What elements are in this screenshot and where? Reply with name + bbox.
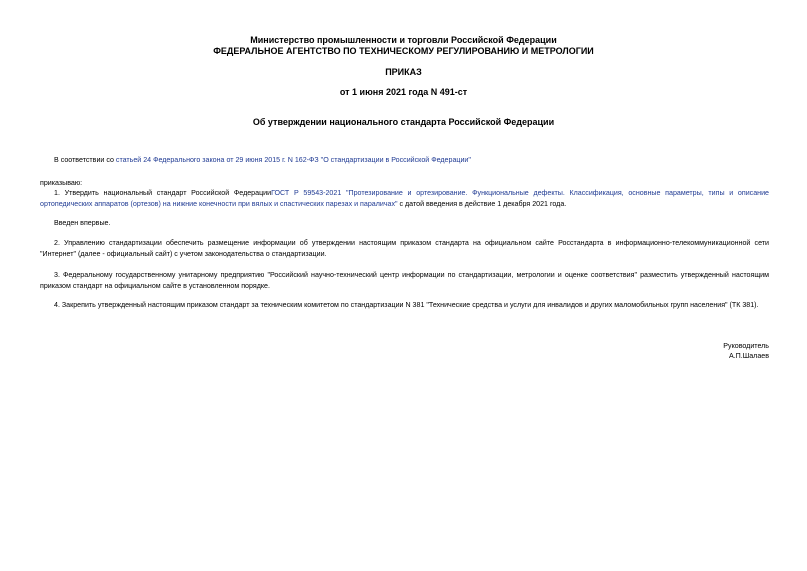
introduced-note: Введен впервые.	[54, 219, 111, 227]
item-1-paragraph	[40, 188, 769, 209]
doc-type-heading: ПРИКАЗ	[385, 67, 422, 77]
order-word: приказываю:	[40, 179, 83, 187]
item-3-paragraph: 3. Федеральному государственному унитарному предприятию "Российский научно-технический центр информации по стандартизации, метрологии и оценке соответствия" разместить утвержденный настоящим приказом стандарт на официальном сайте в установленном порядке.	[40, 271, 769, 290]
gost-standard-link[interactable]: ГОСТ Р 59543-2021 "Протезирование и ортезирование. Функциональные дефекты. Классификация, основные параметры, типы и описание ортопедических аппаратов (ортезов) на нижние конечности при вялых и спастических парезах и параличах"	[40, 189, 769, 208]
item-1-prefix: 1. Утвердить национальный стандарт Российской Федерации	[54, 189, 272, 197]
agency-heading: ФЕДЕРАЛЬНОЕ АГЕНТСТВО ПО ТЕХНИЧЕСКОМУ РЕГУЛИРОВАНИЮ И МЕТРОЛОГИИ	[213, 46, 594, 56]
ministry-heading: Министерство промышленности и торговли Российской Федерации	[250, 35, 557, 45]
item-1-suffix: с датой введения в действие 1 декабря 2021 года.	[397, 199, 567, 208]
date-number-heading: от 1 июня 2021 года N 491-ст	[339, 87, 468, 97]
federal-law-link[interactable]: статьей 24 Федерального закона от 29 июня 2015 г. N 162-ФЗ "О стандартизации в Российской Федерации"	[115, 156, 471, 164]
signature-position: Руководитель	[723, 342, 769, 350]
item-2-paragraph: 2. Управлению стандартизации обеспечить размещение информации об утверждении настоящим приказом стандарта на официальном сайте Росстандарта в информационно-телекоммуникационной сети "Интернет" (далее - официальный сайт) с учетом законодательства о стандартизации.	[40, 239, 769, 258]
item-4-paragraph: 4. Закрепить утвержденный настоящим приказом стандарт за техническим комитетом по стандартизации N 381 "Технические средства и услуги для инвалидов и других маломобильных групп населения" (ТК 381).	[54, 301, 759, 309]
signature-name: А.П.Шалаев	[728, 352, 769, 360]
preamble-paragraph	[40, 155, 769, 166]
document-title: Об утверждении национального стандарта Российской Федерации	[252, 117, 555, 127]
preamble-prefix: В соответствии со	[54, 156, 116, 164]
